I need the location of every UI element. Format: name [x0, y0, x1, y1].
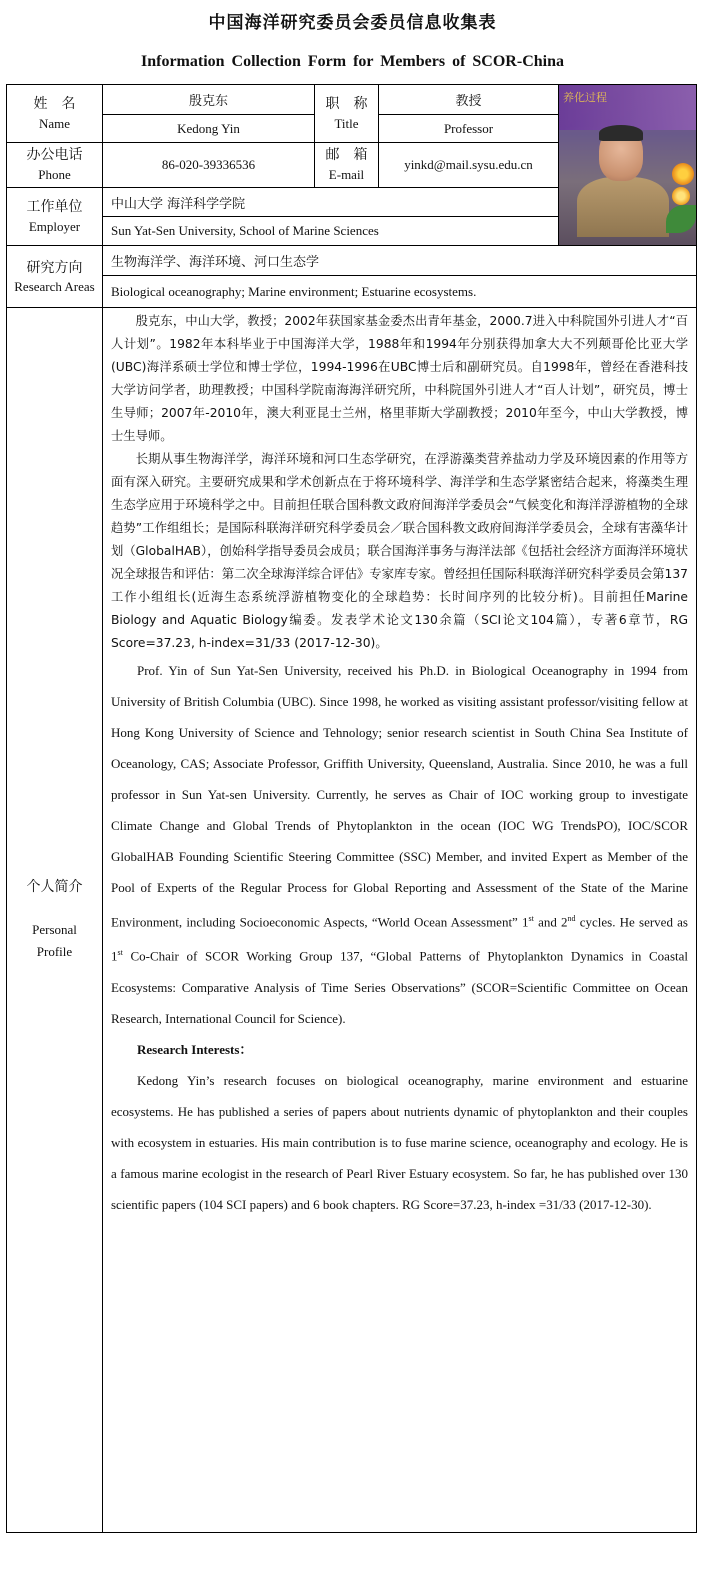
- employer-en-value: Sun Yat-Sen University, School of Marine Sciences: [103, 217, 559, 246]
- phone-value: 86-020-39336536: [103, 143, 315, 188]
- form-title-en: Information Collection Form for Members of SCOR-China: [141, 53, 564, 70]
- research-en-value: Biological oceanography; Marine environment; Estuarine ecosystems.: [103, 276, 697, 308]
- profile-cn-paragraph-2: 长期从事生物海洋学，海洋环境和河口生态学研究，在浮游藻类营养盐动力学及环境因素的作用等方面有深入研究。主要研究成果和学术创新点在于将环境科学、海洋学和生态学紧密结合起来，将藻类生理生态学应用于环境科学之中。目前担任联合国科教文政府间海洋学委员会“气候变化和海洋浮游植物的全球趋势”工作组组长；是国际科联海洋研究科学委员会／联合国科教文政府间海洋学委员会，全球有害藻华计划（GlobalHAB），创始科学指导委员会成员；联合国海洋事务与海洋法部《包括社会经济方面海洋环境状况全球报告和评估：第二次全球海洋综合评估》专家库专家。曾经担任国际科联海洋研究科学委员会第137工作小组组长(近海生态系统浮游植物变化的全球趋势：长时间序列的比较分析)。目前担任Marine Biology and Aquatic Biology编委。发表学术论文130余篇（SCI论文104篇），专著6章节，RG Score=37.23, h-index=31/33 (2017-12-30)。: [111, 452, 688, 650]
- title-en-value: Professor: [379, 115, 559, 143]
- profile-en-paragraph-1: Prof. Yin of Sun Yat-Sen University, received his Ph.D. in Biological Oceanography in 1994 from University of British Columbia (UBC). Since 1998, he worked as visiting assistant professor/visiting fellow at Hong Kong University of Science and Tehnology; senior research scientist in South China Sea Institute of Oceanology, CAS; Associate Professor, Griffith University, Queensland, Australia. Since 2010, he was a full professor in Sun Yat-sen University. Currently, he serves as Chair of IOC working group to investigate Climate Change and Global Trends of Phytoplankton in the ocean (IOC WG TrendsPO), IOC/SCOR GlobalHAB Founding Scientific Steering Committee (SSC) Member, and invited Expert as Member of the Pool of Experts of the Regular Process for Global Reporting and Assessment of the State of the Marine Environment, including Socioeconomic Aspects, “World Ocean Assessment” 1st and 2nd cycles. He served as 1st Co-Chair of SCOR Working Group 137, “Global Patterns of Phytoplankton Dynamics in Coastal Ecosystems: Comparative Analysis of Time Series Observations” (SCOR=Scientific Committee on Ocean Research, International Council for Science).: [111, 663, 688, 1026]
- name-en-value: Kedong Yin: [103, 115, 315, 143]
- name-label: 姓 名 Name: [7, 85, 103, 143]
- member-photo: [559, 85, 697, 246]
- info-table: [6, 84, 697, 1533]
- form-title-cn: 中国海洋研究委员会委员信息收集表: [208, 13, 497, 33]
- employer-label: 工作单位 Employer: [7, 188, 103, 246]
- profile-label: 个人简介 Personal Profile: [7, 308, 103, 1533]
- research-interests-heading: Research Interests：: [137, 1041, 253, 1057]
- photo-banner: 养化过程: [559, 85, 696, 130]
- employer-cn-value: 中山大学 海洋科学学院: [103, 188, 559, 217]
- profile-content: [103, 308, 697, 1533]
- research-cn-value: 生物海洋学、海洋环境、河口生态学: [103, 246, 697, 276]
- email-label: 邮 箱 E-mail: [315, 143, 379, 188]
- name-cn-value: 殷克东: [103, 85, 315, 115]
- profile-cn-paragraph-1: 殷克东，中山大学，教授；2002年获国家基金委杰出青年基金，2000.7进入中科院国外引进人才“百人计划”。1982年本科毕业于中国海洋大学，1988年和1994年分别获得加拿大大不列颠哥伦比亚大学(UBC)海洋系硕士学位和博士学位，1994-1996在UBC博士后和副研究员。自1998年，曾经在香港科技大学访问学者，助理教授；中国科学院南海海洋研究所，中科院国外引进人才“百人计划”，研究员，博士生导师；2007年-2010年，澳大利亚昆士兰州，格里菲斯大学副教授；2010年至今，中山大学教授，博士生导师。: [111, 314, 688, 443]
- phone-label: 办公电话 Phone: [7, 143, 103, 188]
- email-value: yinkd@mail.sysu.edu.cn: [379, 143, 559, 188]
- title-cn-value: 教授: [379, 85, 559, 115]
- research-label: 研究方向 Research Areas: [7, 246, 103, 308]
- profile-en-paragraph-2: Kedong Yin’s research focuses on biological oceanography, marine environment and estuarine ecosystems. He has published a series of papers about nutrients dynamic of phytoplankton and their couples with ecosystem in estuaries. His main contribution is to fuse marine science, oceanography and ecology. He is a famous marine ecologist in the research of Pearl River Estuary ecosystem. So far, he has published over 130 scientific papers (104 SCI papers) and 6 book chapters. RG Score=37.23, h-index =31/33 (2017-12-30).: [111, 1072, 688, 1212]
- title-label: 职 称 Title: [315, 85, 379, 143]
